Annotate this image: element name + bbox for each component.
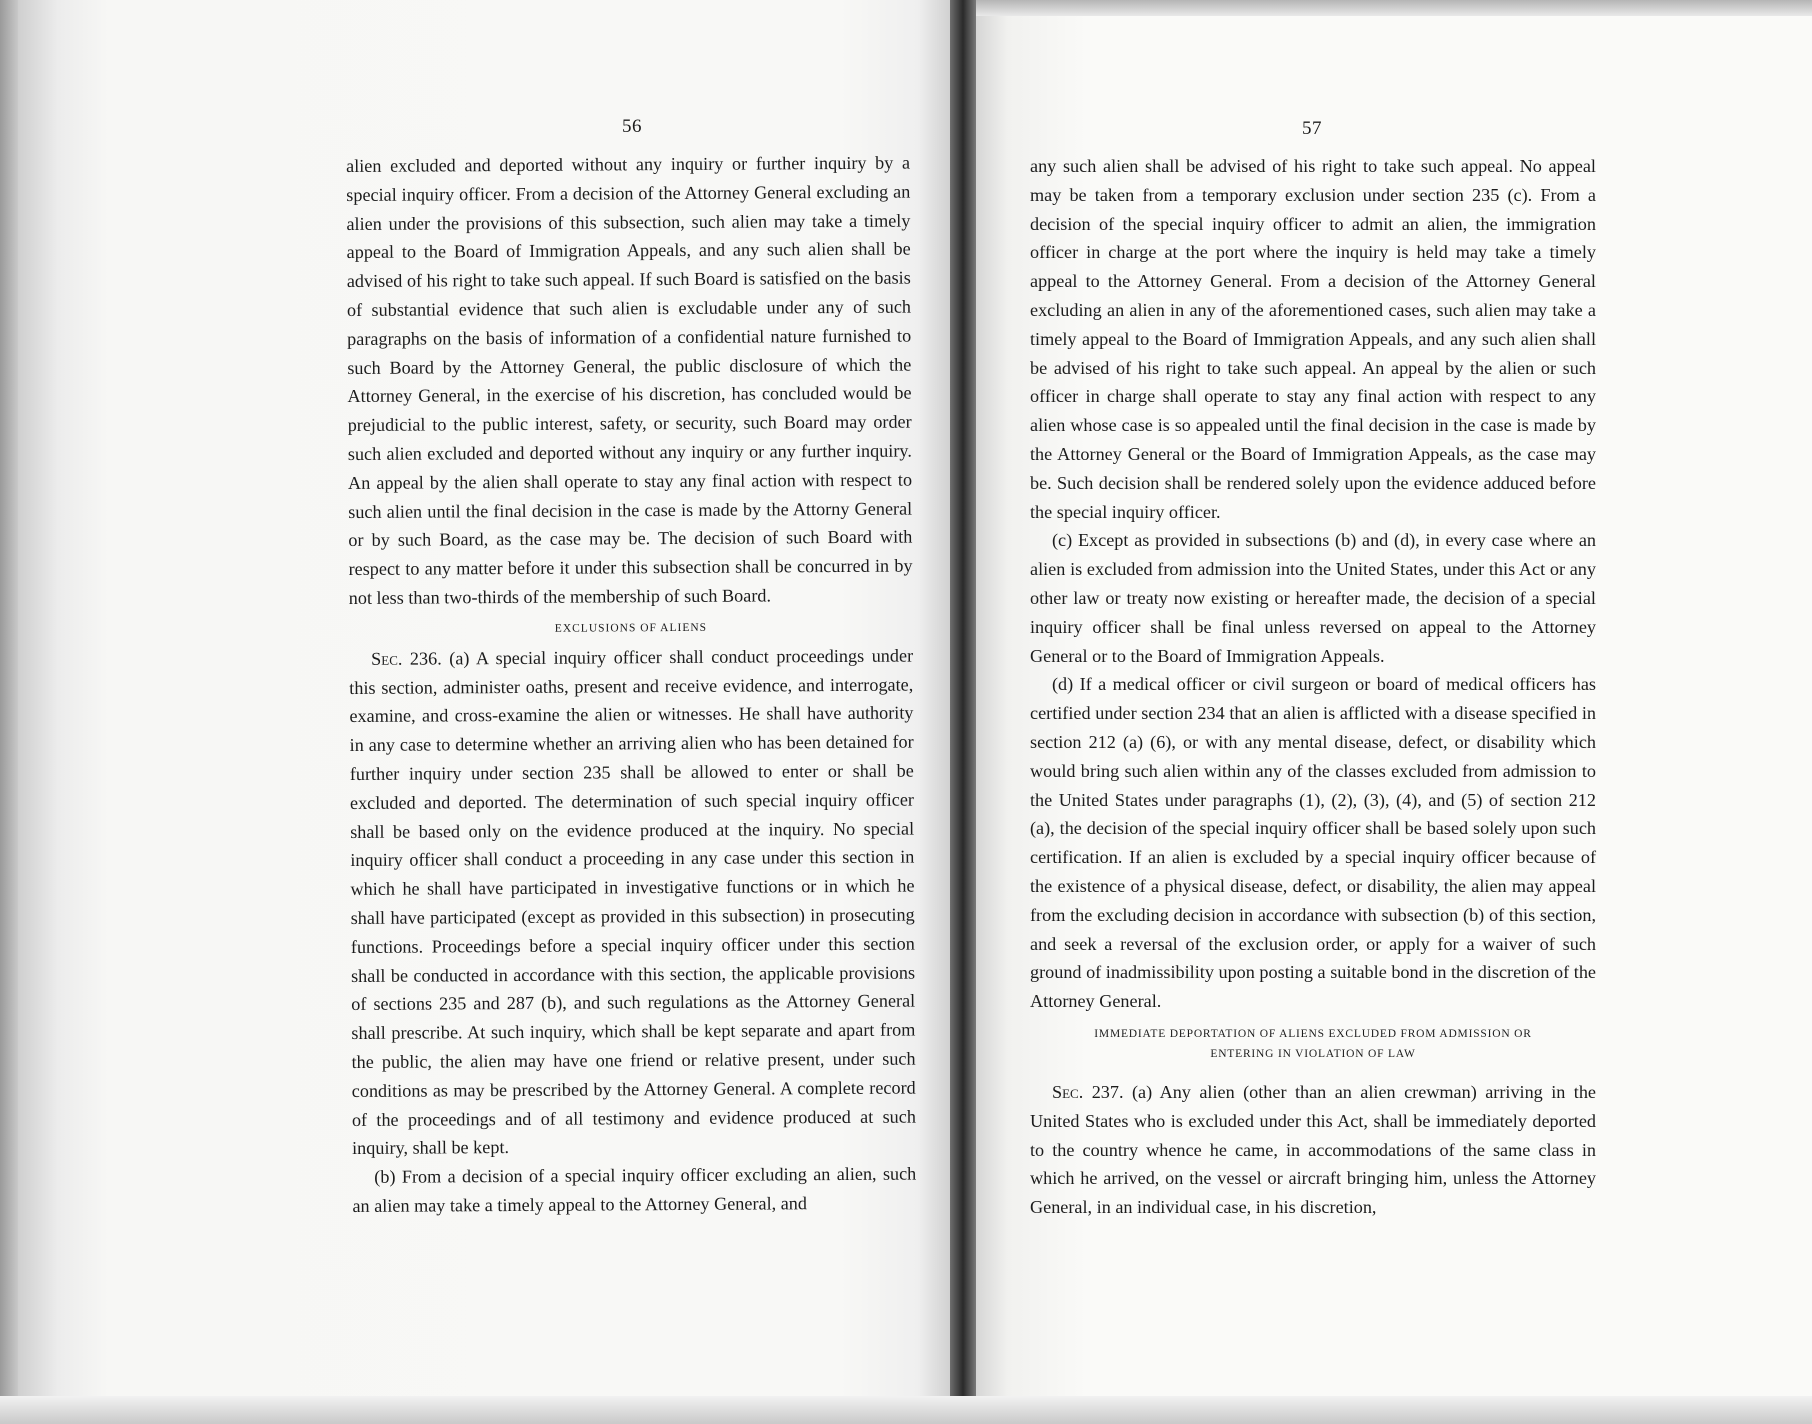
book-gutter [950, 0, 976, 1424]
left-section-label: Sec. 236. [371, 648, 442, 669]
left-page-number: 56 [622, 116, 642, 137]
left-page-edge [0, 0, 18, 1424]
right-section-label: Sec. 237. [1052, 1081, 1124, 1102]
left-paragraph-1: alien excluded and deported without any inquiry or further inquiry by a special inquiry officer. From a decision of the Attorney General excluding an alien under the provisions of this subsection, such alien may take a timely appeal to the Board of Immigration Appeals, and any such alien shall be advised of his right to take such appeal. If such Board is satisfied on the basis of substantial evidence that such alien is excludable under any of such paragraphs on the basis of information of a confidential nature furnished to such Board by the Attorney General, the public disclosure of which the Attorney General, in the exercise of his discretion, has concluded would be prejudicial to the public interest, safety, or security, such Board may order such alien excluded and deported without any inquiry or any further inquiry. An appeal by the alien shall operate to stay any final action with respect to such alien until the final decision in the case is made by the Attorny General or by such Board, as the case may be. The decision of such Board with respect to any matter before it under this subsection shall be concurred in by not less than two-thirds of the membership of such Board. [346, 152, 913, 608]
left-paragraph-2-body: (a) A special inquiry officer shall conduct proceedings under this section, administer oaths, present and receive evidence, and interrogate, examine, and cross-examine the alien or witnesses. He shall have authority in any case to determine whether an arriving alien who has been detained for further inquiry under section 235 shall be allowed to enter or shall be excluded and deported. The determination of such special inquiry officer shall be based only on the evidence produced at the inquiry. No special inquiry officer shall conduct a proceeding in any case under this section in which he shall have participated in investigative functions or in which he shall have participated (except as provided in this subsection) in prosecuting functions. Proceedings before a special inquiry officer under this section shall be conducted in accordance with this section, the applicable provisions of sections 235 and 287 (b), and such regulations as the Attorney General shall prescribe. At such inquiry, which shall be kept separate and apart from the public, the alien may have one friend or relative present, under such conditions as may be prescribed by the Attorney General. A complete record of the proceedings and of all testimony and evidence produced at such inquiry, shall be kept. [349, 645, 916, 1159]
right-page-top-shadow [968, 0, 1812, 16]
bottom-edge [0, 1396, 1812, 1424]
right-section-heading [1030, 1024, 1596, 1064]
right-section-heading-line-2: ENTERING IN VIOLATION OF LAW [1210, 1047, 1416, 1060]
right-paragraph-1: any such alien shall be advised of his right to take such appeal. No appeal may be taken from a temporary exclusion under section 235 (c). From a decision of the special inquiry officer to admit an alien, the immigration officer in charge at the port where the inquiry is held may take a timely appeal to the Attorney General. From a decision of the Attorney General excluding an alien in any of the aforementioned cases, such alien may take a timely appeal to the Board of Immigration Appeals, and any such alien shall be advised of his right to take such appeal. An appeal by the alien or such officer in charge shall operate to stay any final action with respect to any alien whose case is so appealed until the final decision in the case is made by the Attorney General or the Board of Immigration Appeals, as the case may be. Such decision shall be rendered solely upon the evidence adduced before the special inquiry officer. [1030, 156, 1596, 522]
left-paragraph-3: (b) From a decision of a special inquiry officer excluding an alien, such an alien may take a timely appeal to the Attorney General, and [352, 1163, 917, 1216]
right-paragraph-2: (c) Except as provided in subsections (b) and (d), in every case where an alien is excluded from admission into the United States, under this Act or any other law or treaty now existing or hereafter made, the decision of a special inquiry officer shall be final unless reversed on appeal to the Attorney General or to the Board of Immigration Appeals. [1030, 530, 1596, 666]
left-page-text [346, 149, 917, 1221]
right-paragraph-4 [1030, 1078, 1596, 1222]
right-page-number: 57 [1302, 118, 1322, 139]
right-page-text [1030, 152, 1596, 1222]
right-paragraph-3: (d) If a medical officer or civil surgeon or board of medical officers has certified under section 234 that an alien is afflicted with a disease specified in section 212 (a) (6), or with any mental disease, defect, or disability which would bring such alien within any of the classes excluded from admission to the United States under paragraphs (1), (2), (3), (4), and (5) of section 212 (a), the decision of the special inquiry officer shall be based solely upon such certification. If an alien is excluded by a special inquiry officer because of the existence of a physical disease, defect, or disability, the alien may appeal from the excluding decision in accordance with subsection (b) of this section, and seek a reversal of the exclusion order, or apply for a waiver of such ground of inadmissibility upon posting a suitable bond in the discretion of the Attorney General. [1030, 674, 1596, 1012]
right-section-heading-line-1: IMMEDIATE DEPORTATION OF ALIENS EXCLUDED FROM ADMISSION OR [1094, 1027, 1532, 1040]
left-paragraph-2 [349, 641, 916, 1163]
right-paragraph-4-body: (a) Any alien (other than an alien crewman) arriving in the United States who is excluded under this Act, shall be immediately deported to the country whence he came, in accommodations of the same class in which he arrived, on the vessel or aircraft bringing him, unless the Attorney General, in an individual case, in his discretion, [1030, 1081, 1596, 1218]
left-section-heading: EXCLUSIONS OF ALIENS [554, 621, 708, 635]
